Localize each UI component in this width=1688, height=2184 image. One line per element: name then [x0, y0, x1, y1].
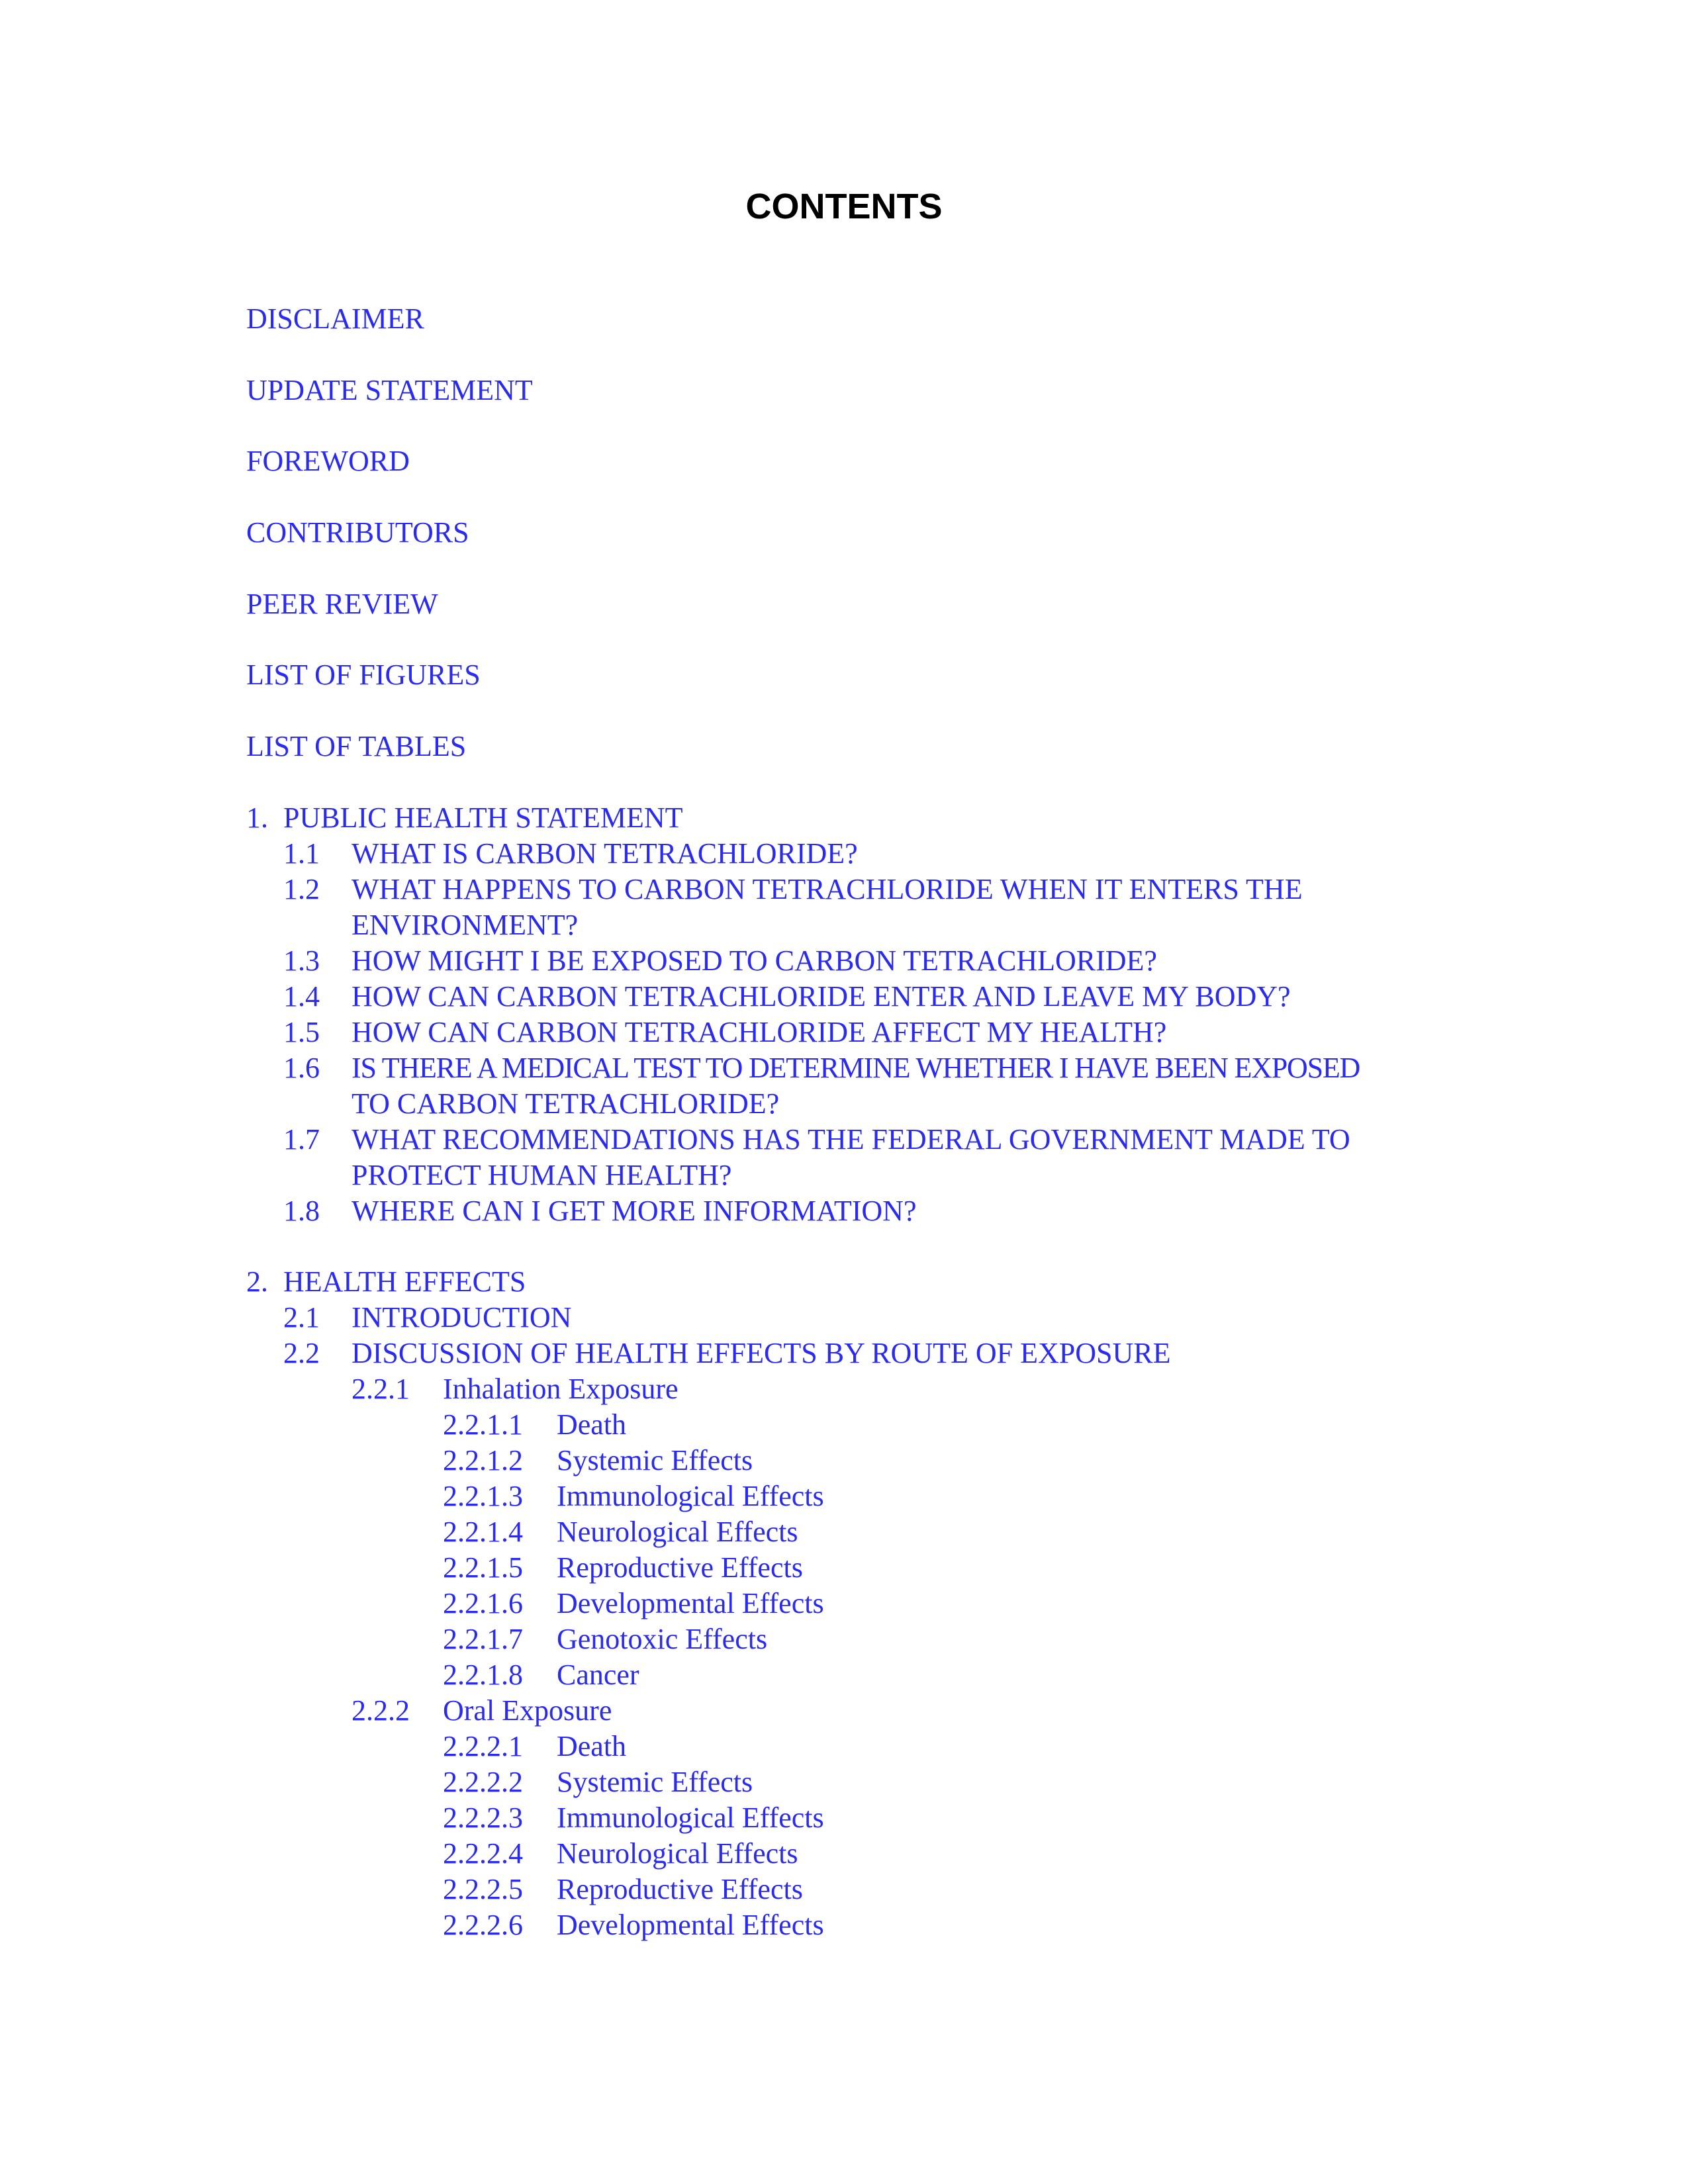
item-number: 2.2.2.3	[443, 1801, 523, 1834]
item-number: 2.2.1.4	[443, 1516, 523, 1548]
toc-link-contributors[interactable]: CONTRIBUTORS	[246, 516, 469, 549]
toc-link-list-of-tables[interactable]: LIST OF TABLES	[246, 730, 467, 762]
toc-link-peer-review[interactable]: PEER REVIEW	[246, 588, 438, 620]
section-label-continued: TO CARBON TETRACHLORIDE?	[352, 1087, 780, 1120]
toc-link-update-statement[interactable]: UPDATE STATEMENT	[246, 374, 533, 406]
toc-link-disclaimer[interactable]: DISCLAIMER	[246, 302, 424, 335]
section-number: 1.7	[283, 1123, 320, 1156]
subsection-label: Oral Exposure	[443, 1694, 612, 1727]
item-label: Developmental Effects	[557, 1909, 824, 1941]
section-number: 1.4	[283, 980, 320, 1013]
section-number: 2.1	[283, 1301, 320, 1334]
chapter-number: 2.	[246, 1265, 268, 1298]
section-label: WHAT IS CARBON TETRACHLORIDE?	[352, 837, 858, 870]
section-number: 1.3	[283, 944, 320, 977]
section-label: WHAT HAPPENS TO CARBON TETRACHLORIDE WHEN IT ENTERS THE	[352, 873, 1303, 905]
section-label: HOW CAN CARBON TETRACHLORIDE AFFECT MY HEALTH?	[352, 1016, 1167, 1048]
item-number: 2.2.1.1	[443, 1408, 523, 1441]
section-number: 1.5	[283, 1016, 320, 1048]
item-label: Reproductive Effects	[557, 1873, 803, 1905]
item-number: 2.2.1.3	[443, 1480, 523, 1512]
subsection-number: 2.2.2	[352, 1694, 410, 1727]
chapter-label: HEALTH EFFECTS	[283, 1265, 526, 1298]
item-number: 2.2.1.6	[443, 1587, 523, 1619]
section-number: 1.2	[283, 873, 320, 905]
section-label: WHAT RECOMMENDATIONS HAS THE FEDERAL GOVERNMENT MADE TO	[352, 1123, 1350, 1156]
section-number: 1.1	[283, 837, 320, 870]
toc-link-foreword[interactable]: FOREWORD	[246, 445, 410, 477]
item-label: Developmental Effects	[557, 1587, 824, 1619]
item-number: 2.2.1.5	[443, 1551, 523, 1584]
section-label: HOW MIGHT I BE EXPOSED TO CARBON TETRACHLORIDE?	[352, 944, 1157, 977]
section-number: 1.8	[283, 1195, 320, 1227]
item-label: Death	[557, 1408, 627, 1441]
section-label-continued: ENVIRONMENT?	[352, 909, 579, 941]
section-label: INTRODUCTION	[352, 1301, 572, 1334]
subsection-label: Inhalation Exposure	[443, 1373, 679, 1405]
item-label: Death	[557, 1730, 627, 1762]
subsection-number: 2.2.1	[352, 1373, 410, 1405]
section-label: IS THERE A MEDICAL TEST TO DETERMINE WHETHER I HAVE BEEN EXPOSED	[352, 1052, 1360, 1084]
item-label: Reproductive Effects	[557, 1551, 803, 1584]
item-number: 2.2.2.6	[443, 1909, 523, 1941]
section-label: HOW CAN CARBON TETRACHLORIDE ENTER AND LEAVE MY BODY?	[352, 980, 1291, 1013]
section-label: WHERE CAN I GET MORE INFORMATION?	[352, 1195, 917, 1227]
page-title: CONTENTS	[745, 187, 943, 226]
item-number: 2.2.1.7	[443, 1623, 523, 1655]
item-label: Immunological Effects	[557, 1801, 824, 1834]
section-label: DISCUSSION OF HEALTH EFFECTS BY ROUTE OF EXPOSURE	[352, 1337, 1171, 1369]
section-label-continued: PROTECT HUMAN HEALTH?	[352, 1159, 732, 1191]
item-number: 2.2.1.8	[443, 1659, 523, 1691]
item-label: Systemic Effects	[557, 1444, 753, 1477]
chapter-number: 1.	[246, 801, 268, 834]
item-number: 2.2.1.2	[443, 1444, 523, 1477]
item-number: 2.2.2.1	[443, 1730, 523, 1762]
section-number: 2.2	[283, 1337, 320, 1369]
item-number: 2.2.2.4	[443, 1837, 523, 1870]
item-label: Neurological Effects	[557, 1837, 798, 1870]
item-label: Immunological Effects	[557, 1480, 824, 1512]
item-number: 2.2.2.2	[443, 1766, 523, 1798]
item-label: Cancer	[557, 1659, 639, 1691]
item-label: Neurological Effects	[557, 1516, 798, 1548]
item-label: Systemic Effects	[557, 1766, 753, 1798]
section-number: 1.6	[283, 1052, 320, 1084]
item-label: Genotoxic Effects	[557, 1623, 768, 1655]
chapter-label: PUBLIC HEALTH STATEMENT	[283, 801, 683, 834]
toc-link-list-of-figures[interactable]: LIST OF FIGURES	[246, 659, 481, 691]
item-number: 2.2.2.5	[443, 1873, 523, 1905]
